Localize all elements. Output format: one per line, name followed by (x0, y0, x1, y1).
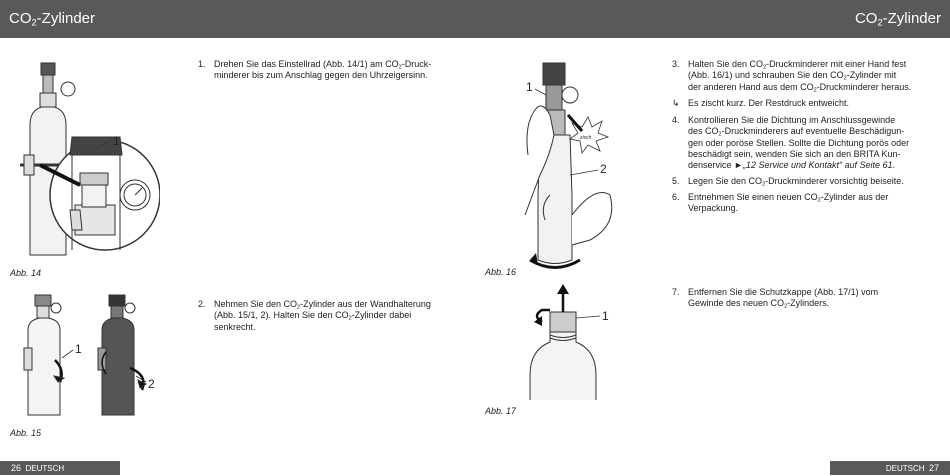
cross-reference-link[interactable]: „12 Service und Kontakt“ auf Seite 61 (742, 160, 893, 171)
step-5 (672, 176, 932, 187)
figure-14 (10, 55, 160, 265)
page-footer-right (830, 461, 950, 475)
language-label-left: DEUTSCH (25, 464, 65, 473)
page-header-left (0, 0, 475, 38)
page-footer-left (0, 461, 120, 475)
fig16-callout-1: 1 (526, 80, 533, 94)
result-arrow-icon: ↳ (672, 98, 680, 108)
figure-15 (20, 290, 180, 420)
step-4 (672, 115, 932, 171)
page-header-right (475, 0, 950, 38)
fig16-callout-2: 2 (600, 162, 607, 176)
caption-fig16: Abb. 16 (485, 267, 517, 277)
step-text: Legen Sie den $CO_2$-Druckminderer vorsichtig beiseite. (688, 176, 904, 188)
step-text: Drehen Sie das Einstellrad (Abb. 14/1) am $CO_2-Druck-$ minderer bis zum Anschlag gegen den Uhrzeigersinn. (214, 59, 432, 81)
step-3-result (672, 98, 932, 109)
step-number: 6. (672, 192, 680, 202)
fig15-callout-2: 2 (148, 377, 155, 391)
step-number: 4. (672, 115, 680, 125)
figure-17 (520, 280, 630, 402)
caption-fig15: Abb. 15 (10, 428, 42, 438)
step-6 (672, 192, 932, 215)
step-text: Entfernen Sie die Schutzkappe (Abb. 17/1) vom Gewinde des neuen $CO_2$-Zylinders. (688, 287, 879, 310)
figure-16 (510, 55, 630, 270)
caption-fig14: Abb. 14 (10, 268, 42, 278)
page-title-left: $CO_2$-Zylinder (9, 10, 96, 28)
step-text: Nehmen Sie den $CO_2$-Zylinder aus der Wandhalterung (Abb. 15/1, 2). Halten Sie den $CO_2$-Zylinder dabei senkrecht. (214, 299, 431, 332)
step-text: Entnehmen Sie einen neuen $CO_2$-Zylinder aus der Verpackung. (688, 192, 889, 214)
step-1 (198, 59, 458, 82)
page-number-right: 27 (928, 463, 939, 473)
fig15-callout-1: 1 (75, 342, 82, 356)
fig14-callout-1: 1 (113, 134, 120, 148)
caption-fig17: Abb. 17 (485, 406, 517, 416)
step-number: 1. (198, 59, 206, 69)
step-text: Es zischt kurz. Der Restdruck entweicht. (688, 98, 850, 108)
fig17-callout-1: 1 (602, 309, 609, 323)
step-text: Kontrollieren Sie die Dichtung im Anschlussgewinde des $CO_2$-Druckminderers auf eventuelle Beschädigun- gen oder poröse Stellen. Sollte die Dichtung porös oder beschädigt sein, wenden Sie sich an den BRITA Kun- denservice ►„12 Service und Kontakt“ auf Seite 61. (688, 115, 910, 171)
step-number: 5. (672, 176, 680, 186)
page-title-right: $CO_2$-Zylinder (854, 10, 941, 28)
zisch-label: zisch (580, 135, 592, 141)
page-number-left: 26 (11, 463, 22, 473)
step-number: 3. (672, 59, 680, 69)
step-2 (198, 299, 458, 333)
step-number: 2. (198, 299, 206, 309)
step-7 (672, 287, 932, 310)
step-3 (672, 59, 932, 93)
step-text: Halten Sie den $CO_2$-Druckminderer mit einer Hand fest (Abb. 16/1) und schrauben Sie den $CO_2$-Zylinder mit der anderen Hand aus dem $CO_2$-Druckminderer heraus. (688, 59, 912, 93)
language-label-right: DEUTSCH (885, 464, 925, 473)
step-number: 7. (672, 287, 680, 297)
